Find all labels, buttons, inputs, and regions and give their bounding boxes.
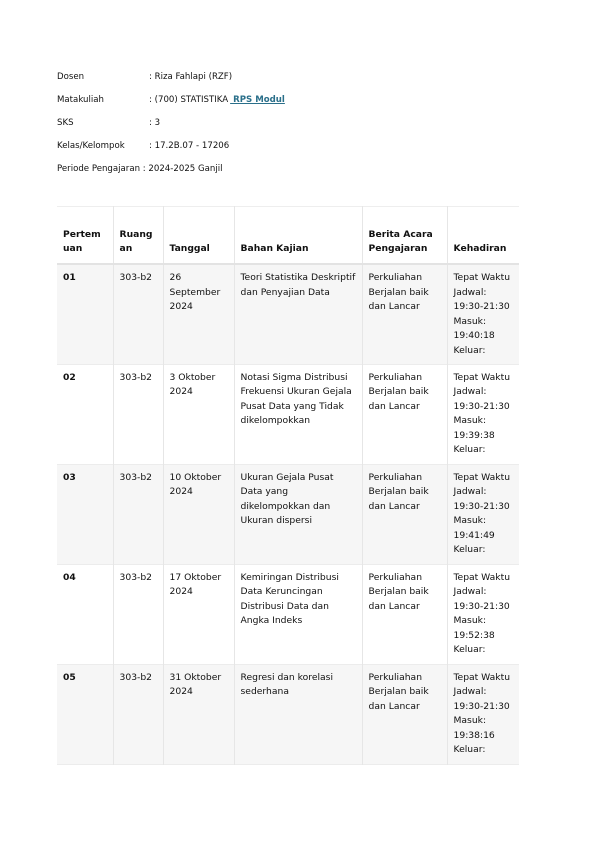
matakuliah-value-wrap	[149, 95, 285, 105]
kehadiran-keluar-label: Keluar:	[453, 544, 486, 556]
kehadiran-status: Tepat Waktu	[453, 371, 511, 383]
kelas-label: Kelas/Kelompok	[57, 141, 125, 151]
rps-modul-link[interactable]: RPS Modul	[230, 95, 285, 105]
cell-kehadiran	[447, 364, 519, 464]
kehadiran-jadwal: 19:30-21:30	[453, 500, 510, 512]
kehadiran-jadwal: 19:30-21:30	[453, 400, 510, 412]
cell-kehadiran	[447, 664, 519, 764]
matakuliah-value: : (700) STATISTIKA	[149, 95, 229, 105]
kehadiran-keluar-label: Keluar:	[453, 744, 486, 756]
cell-berita-acara: Perkuliahan Berjalan baik dan Lancar	[362, 264, 447, 364]
cell-bahan-kajian: Regresi dan korelasi sederhana	[234, 664, 362, 764]
matakuliah-label: Matakuliah	[57, 95, 104, 105]
cell-pertemuan: 02	[57, 364, 113, 464]
kehadiran-masuk: 19:38:16	[453, 729, 495, 741]
cell-ruangan: 303-b2	[113, 564, 163, 664]
cell-pertemuan: 05	[57, 664, 113, 764]
kehadiran-masuk: 19:40:18	[453, 330, 495, 342]
periode-label: Periode Pengajaran	[57, 164, 141, 174]
sks-value: : 3	[149, 118, 161, 128]
cell-tanggal: 10 Oktober 2024	[163, 464, 234, 564]
kehadiran-masuk: 19:41:49	[453, 529, 495, 541]
table-row	[57, 264, 519, 364]
kehadiran-masuk: 19:52:38	[453, 629, 495, 641]
header-berita-acara: Berita Acara Pengajaran	[362, 207, 447, 265]
kehadiran-keluar-label: Keluar:	[453, 444, 486, 456]
cell-ruangan: 303-b2	[113, 464, 163, 564]
cell-berita-acara: Perkuliahan Berjalan baik dan Lancar	[362, 464, 447, 564]
info-row-kelas	[57, 141, 230, 164]
kehadiran-keluar-label: Keluar:	[453, 644, 486, 656]
kehadiran-masuk-label: Masuk:	[453, 615, 487, 627]
cell-tanggal: 26 September 2024	[163, 264, 234, 364]
cell-kehadiran	[447, 564, 519, 664]
cell-pertemuan: 01	[57, 264, 113, 364]
cell-kehadiran	[447, 464, 519, 564]
kehadiran-masuk-label: Masuk:	[453, 315, 487, 327]
kehadiran-status: Tepat Waktu	[453, 571, 511, 583]
table-row	[57, 364, 519, 464]
cell-ruangan: 303-b2	[113, 364, 163, 464]
table-row	[57, 464, 519, 564]
dosen-label: Dosen	[57, 72, 85, 82]
course-info	[57, 72, 285, 187]
kehadiran-status: Tepat Waktu	[453, 471, 511, 483]
info-row-periode	[57, 164, 223, 187]
sks-label: SKS	[57, 118, 74, 128]
kehadiran-masuk-label: Masuk:	[453, 715, 487, 727]
cell-berita-acara: Perkuliahan Berjalan baik dan Lancar	[362, 664, 447, 764]
header-kehadiran: Kehadiran	[447, 207, 519, 265]
cell-bahan-kajian: Teori Statistika Deskriptif dan Penyajian Data	[234, 264, 362, 364]
kehadiran-masuk: 19:39:38	[453, 429, 495, 441]
info-row-matakuliah	[57, 95, 285, 118]
table-row	[57, 564, 519, 664]
periode-value: : 2024-2025 Ganjil	[142, 164, 223, 174]
header-pertemuan: Pertemuan	[57, 207, 113, 265]
cell-kehadiran	[447, 264, 519, 364]
cell-ruangan: 303-b2	[113, 664, 163, 764]
header-tanggal: Tanggal	[163, 207, 234, 265]
kehadiran-keluar-label: Keluar:	[453, 344, 486, 356]
cell-bahan-kajian: Notasi Sigma Distribusi Frekuensi Ukuran Gejala Pusat Data yang Tidak dikelompokkan	[234, 364, 362, 464]
kehadiran-jadwal: 19:30-21:30	[453, 700, 510, 712]
cell-bahan-kajian: Kemiringan Distribusi Data Keruncingan Distribusi Data dan Angka Indeks	[234, 564, 362, 664]
dosen-value: : Riza Fahlapi (RZF)	[149, 72, 233, 82]
kehadiran-jadwal: 19:30-21:30	[453, 600, 510, 612]
cell-tanggal: 17 Oktober 2024	[163, 564, 234, 664]
kehadiran-jadwal-label: Jadwal:	[453, 386, 487, 398]
kehadiran-masuk-label: Masuk:	[453, 415, 487, 427]
kehadiran-masuk-label: Masuk:	[453, 515, 487, 527]
header-ruangan: Ruangan	[113, 207, 163, 265]
header-bahan-kajian: Bahan Kajian	[234, 207, 362, 265]
info-row-sks	[57, 118, 223, 141]
cell-tanggal: 3 Oktober 2024	[163, 364, 234, 464]
kelas-value: : 17.2B.07 - 17206	[149, 141, 230, 151]
kehadiran-jadwal-label: Jadwal:	[453, 586, 487, 598]
kehadiran-status: Tepat Waktu	[453, 272, 511, 283]
attendance-table-wrap	[57, 206, 519, 765]
table-header-row	[57, 207, 519, 265]
cell-pertemuan: 03	[57, 464, 113, 564]
cell-ruangan: 303-b2	[113, 264, 163, 364]
kehadiran-jadwal-label: Jadwal:	[453, 486, 487, 498]
cell-berita-acara: Perkuliahan Berjalan baik dan Lancar	[362, 364, 447, 464]
kehadiran-jadwal-label: Jadwal:	[453, 286, 487, 298]
cell-bahan-kajian: Ukuran Gejala Pusat Data yang dikelompokkan dan Ukuran dispersi	[234, 464, 362, 564]
info-row-dosen	[57, 72, 233, 95]
kehadiran-jadwal-label: Jadwal:	[453, 686, 487, 698]
kehadiran-status: Tepat Waktu	[453, 671, 511, 683]
cell-tanggal: 31 Oktober 2024	[163, 664, 234, 764]
cell-pertemuan: 04	[57, 564, 113, 664]
cell-berita-acara: Perkuliahan Berjalan baik dan Lancar	[362, 564, 447, 664]
table-row	[57, 664, 519, 764]
attendance-table	[57, 206, 519, 765]
kehadiran-jadwal: 19:30-21:30	[453, 301, 510, 313]
